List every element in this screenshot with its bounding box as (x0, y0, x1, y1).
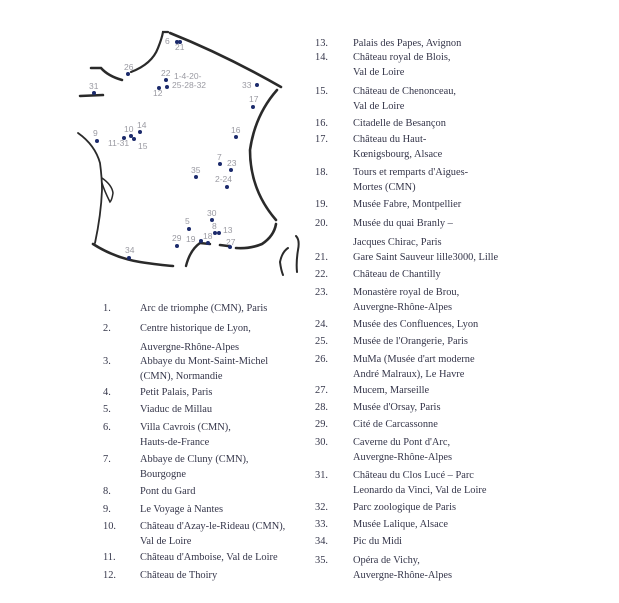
legend-item-number: 25. (315, 336, 328, 347)
legend-item-number: 8. (103, 486, 111, 497)
site-marker-label: 19 (186, 234, 196, 244)
site-marker-label: 15 (138, 141, 148, 151)
site-marker-label: 9 (93, 128, 98, 138)
legend-item-text: Villa Cavrois (CMN), Hauts-de-France (140, 422, 231, 448)
legend-item-text: Château de Chantilly (353, 269, 441, 280)
legend-item-number: 7. (103, 454, 111, 465)
legend-item-text: Château du Clos Lucé – Parc Leonardo da Vinci, Val de Loire (353, 470, 487, 496)
legend-item-text: Musée du quai Branly – Jacques Chirac, Paris (353, 218, 453, 248)
site-marker-dot (92, 91, 96, 95)
site-marker-label: 6 (165, 36, 170, 46)
legend-item-number: 27. (315, 385, 328, 396)
site-marker-dot (165, 85, 169, 89)
site-marker-label: 33 (242, 80, 252, 90)
site-marker-label: 25-28-32 (172, 80, 207, 90)
legend-item-number: 23. (315, 287, 328, 298)
legend-item-text: Viaduc de Millau (140, 404, 213, 415)
site-marker-dot (187, 227, 191, 231)
legend-item-text: Pic du Midi (353, 536, 403, 547)
legend-item-number: 29. (315, 419, 328, 430)
site-marker-dot (218, 162, 222, 166)
legend-item-number: 31. (315, 470, 328, 481)
legend-item-number: 30. (315, 437, 328, 448)
legend-item-text: MuMa (Musée d'art moderne André Malraux), Le Havre (353, 354, 475, 380)
site-marker-label: 35 (191, 165, 201, 175)
site-marker-label: 2-24 (215, 174, 233, 184)
site-marker-label: 23 (227, 158, 237, 168)
site-marker-dot (225, 185, 229, 189)
site-marker-label: 13 (223, 225, 233, 235)
legend-item-number: 19. (315, 199, 328, 210)
legend-item-number: 34. (315, 536, 328, 547)
legend-item-text: Château d'Amboise, Val de Loire (140, 552, 278, 563)
legend-item-number: 3. (103, 356, 111, 367)
legend-item-number: 14. (315, 52, 328, 63)
legend-item-text: Château d'Azay-le-Rideau (CMN), Val de Loire (140, 521, 286, 547)
legend-item-number: 15. (315, 86, 328, 97)
legend-item-number: 1. (103, 303, 111, 314)
site-marker-dot (251, 105, 255, 109)
legend-item-text: Musée d'Orsay, Paris (353, 402, 441, 413)
site-marker-dot (127, 256, 131, 260)
site-marker-dot (129, 134, 133, 138)
site-marker-label: 27 (226, 237, 236, 247)
legend-item-text: Pont du Gard (140, 486, 196, 497)
legend-item-number: 20. (315, 218, 328, 229)
legend-item-text: Musée Fabre, Montpellier (353, 199, 462, 210)
site-marker-dot (126, 72, 130, 76)
site-marker-label: 34 (125, 245, 135, 255)
site-marker-label: 18 (203, 231, 213, 241)
legend-item-text: Caverne du Pont d'Arc, Auvergne-Rhône-Alpes (353, 437, 453, 463)
legend-item-text: Opéra de Vichy, Auvergne-Rhône-Alpes (353, 555, 453, 581)
legend-item-number: 5. (103, 404, 111, 415)
legend-item-number: 35. (315, 555, 328, 566)
legend-item-number: 12. (103, 570, 116, 581)
site-marker-labels (89, 36, 259, 255)
legend-item-text: Citadelle de Besançon (353, 118, 446, 129)
legend-item-number: 32. (315, 502, 328, 513)
legend-item-text: Musée Lalique, Alsace (353, 519, 448, 530)
site-marker-label: 5 (185, 216, 190, 226)
site-marker-label: 22 (161, 68, 171, 78)
legend-item-text: Cité de Carcassonne (353, 419, 438, 430)
site-marker-dot (194, 175, 198, 179)
site-marker-label: 7 (217, 152, 222, 162)
site-marker-dot (217, 231, 221, 235)
legend-item-number: 2. (103, 323, 111, 334)
site-marker-label: 12 (153, 88, 163, 98)
legend-item-number: 26. (315, 354, 328, 365)
legend-item-number: 18. (315, 167, 328, 178)
site-marker-dot (95, 139, 99, 143)
legend-item-number: 28. (315, 402, 328, 413)
legend-item-text: Musée des Confluences, Lyon (353, 319, 479, 330)
site-marker-label: 8 (212, 221, 217, 231)
legend-item-text: Palais des Papes, Avignon (353, 38, 462, 49)
legend-item-text: Arc de triomphe (CMN), Paris (140, 303, 268, 314)
legend-item-text: Centre historique de Lyon, Auvergne-Rhône-Alpes (140, 323, 251, 353)
site-marker-dot (234, 135, 238, 139)
legend-item-number: 22. (315, 269, 328, 280)
site-marker-label: 17 (249, 94, 259, 104)
site-marker-label: 11-31 (108, 138, 130, 148)
legend-item-number: 4. (103, 387, 111, 398)
site-marker-label: 29 (172, 233, 182, 243)
site-marker-label: 14 (137, 120, 147, 130)
site-marker-label: 31 (89, 81, 99, 91)
legend-item-text: Château de Chenonceau, Val de Loire (353, 86, 456, 112)
legend-item-number: 24. (315, 319, 328, 330)
legend-item-number: 16. (315, 118, 328, 129)
legend-item-number: 11. (103, 552, 116, 563)
legend-item-number: 10. (103, 521, 116, 532)
legend-item-text: Mucem, Marseille (353, 385, 430, 396)
legend-item-number: 13. (315, 38, 328, 49)
legend-item-number: 21. (315, 252, 328, 263)
legend-item-text: Tours et remparts d'Aigues- Mortes (CMN) (353, 167, 469, 193)
legend-item-text: Château royal de Blois, Val de Loire (353, 52, 451, 78)
site-marker-label: 30 (207, 208, 217, 218)
site-marker-label: 1-4-20- (174, 71, 202, 81)
site-marker-label: 16 (231, 125, 241, 135)
legend-item-number: 6. (103, 422, 111, 433)
site-marker-dot (132, 137, 136, 141)
legend-item-text: Abbaye de Cluny (CMN), Bourgogne (140, 454, 249, 480)
legend-item-text: Gare Saint Sauveur lille3000, Lille (353, 252, 499, 263)
legend-item-text: Parc zoologique de Paris (353, 502, 457, 513)
site-marker-label: 26 (124, 62, 134, 72)
site-marker-dot (138, 130, 142, 134)
legend-item-number: 17. (315, 134, 328, 145)
site-marker-label: 10 (124, 124, 134, 134)
legend-item-text: Le Voyage à Nantes (140, 504, 224, 515)
site-marker-dot (175, 244, 179, 248)
site-marker-dot (255, 83, 259, 87)
site-marker-label: 21 (175, 42, 185, 52)
site-marker-dot (206, 241, 210, 245)
site-marker-dot (164, 78, 168, 82)
legend-item-text: Château de Thoiry (140, 570, 218, 581)
legend-item-text: Monastère royal de Brou, Auvergne-Rhône-Alpes (353, 287, 460, 313)
legend-item-text: Petit Palais, Paris (140, 387, 213, 398)
legend-item-number: 33. (315, 519, 328, 530)
legend-item-number: 9. (103, 504, 111, 515)
legend-item-text: Château du Haut- Kœnigsbourg, Alsace (353, 134, 443, 160)
legend-item-text: Abbaye du Mont-Saint-Michel (CMN), Normandie (140, 356, 269, 382)
site-marker-dot (229, 168, 233, 172)
site-marker-dot (213, 231, 217, 235)
legend-item-text: Musée de l'Orangerie, Paris (353, 336, 468, 347)
